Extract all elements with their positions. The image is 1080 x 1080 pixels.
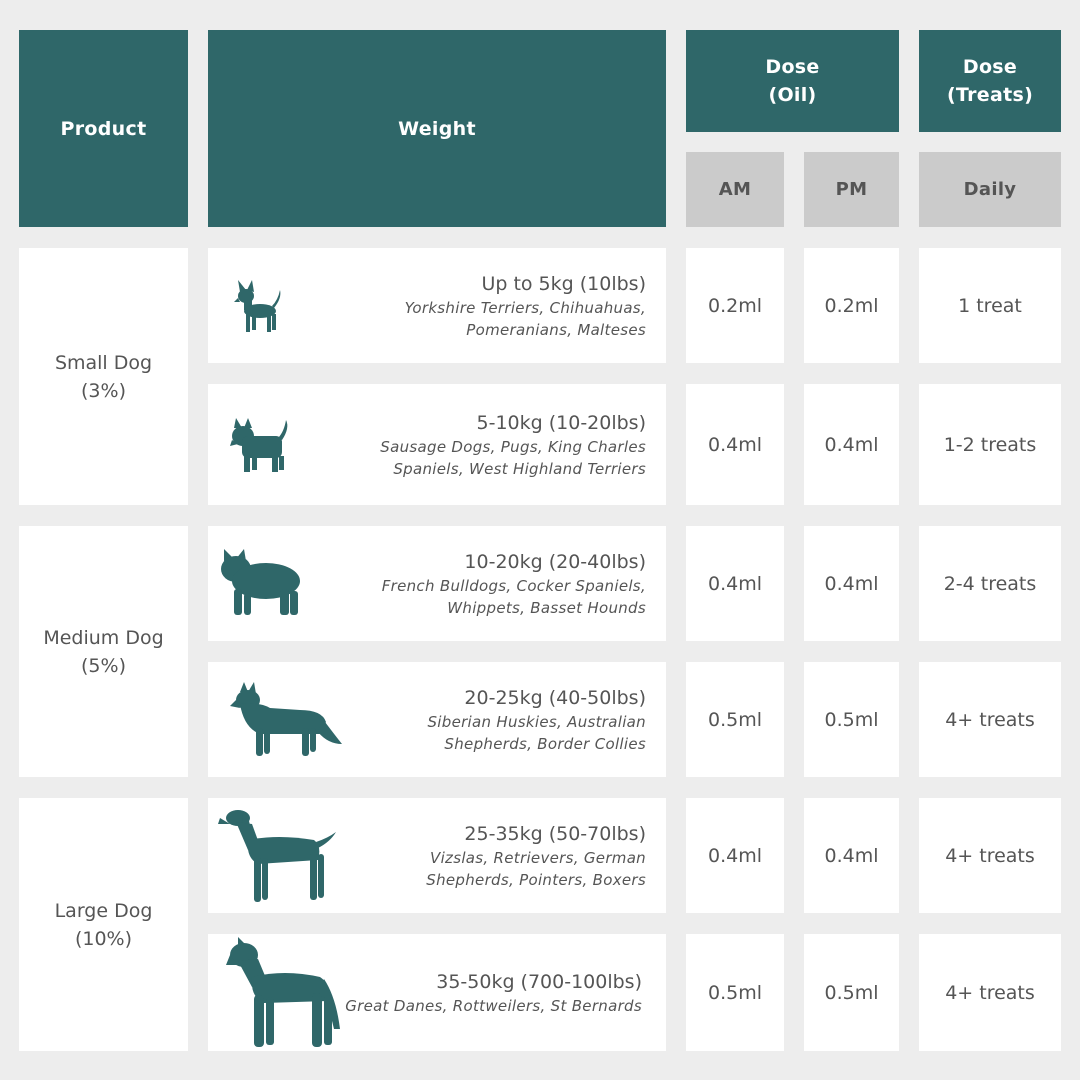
header-dose-treats-line1: Dose xyxy=(962,56,1018,78)
weight-range: 20-25kg (40-50lbs) xyxy=(464,686,646,709)
header-daily xyxy=(919,152,1061,227)
breeds-line: Siberian Huskies, Australian xyxy=(427,712,646,731)
header-weight xyxy=(208,30,666,227)
header-dose-oil-line1: Dose xyxy=(765,56,820,78)
treats-dose xyxy=(919,798,1061,913)
collie-icon xyxy=(230,662,342,777)
pm-dose-value: 0.4ml xyxy=(824,572,879,595)
am-dose xyxy=(686,384,784,505)
breeds-line: Shepherds, Pointers, Boxers xyxy=(426,870,646,889)
weight-cell xyxy=(208,384,666,505)
pm-dose xyxy=(804,798,899,913)
treats-dose xyxy=(919,934,1061,1051)
product-name: Medium Dog xyxy=(43,626,164,649)
treats-dose xyxy=(919,526,1061,641)
breeds-line: Great Danes, Rottweilers, St Bernards xyxy=(345,996,642,1015)
header-dose-treats xyxy=(919,30,1061,132)
product-percent: (3%) xyxy=(81,379,126,402)
weight-range: 35-50kg (700-100lbs) xyxy=(436,970,642,993)
pm-dose-value: 0.5ml xyxy=(824,981,879,1004)
pm-dose xyxy=(804,662,899,777)
mastiff-icon xyxy=(224,934,344,1051)
am-dose xyxy=(686,248,784,363)
weight-cell xyxy=(208,248,666,363)
product-percent: (10%) xyxy=(74,927,133,950)
pm-dose xyxy=(804,248,899,363)
weight-cell xyxy=(208,662,666,777)
pm-dose-value: 0.2ml xyxy=(824,294,879,317)
am-dose-value: 0.4ml xyxy=(707,844,762,867)
treats-dose-value: 1-2 treats xyxy=(943,433,1037,456)
header-weight-label: Weight xyxy=(398,117,476,140)
product-small-dog xyxy=(19,248,188,505)
product-large-dog xyxy=(19,798,188,1051)
am-dose xyxy=(686,526,784,641)
product-name: Small Dog xyxy=(54,351,153,374)
treats-dose-value: 4+ treats xyxy=(945,844,1035,867)
am-dose xyxy=(686,934,784,1051)
am-dose-value: 0.2ml xyxy=(707,294,762,317)
treats-dose-value: 2-4 treats xyxy=(943,572,1037,595)
am-dose-value: 0.4ml xyxy=(707,433,762,456)
weight-range: Up to 5kg (10lbs) xyxy=(481,272,646,295)
pm-dose-value: 0.4ml xyxy=(824,433,879,456)
pm-dose xyxy=(804,934,899,1051)
am-dose-value: 0.5ml xyxy=(707,708,762,731)
weight-range: 25-35kg (50-70lbs) xyxy=(464,822,646,845)
weight-cell xyxy=(208,526,666,641)
am-dose xyxy=(686,662,784,777)
am-dose xyxy=(686,798,784,913)
breeds-line: Shepherds, Border Collies xyxy=(444,734,646,753)
pointer-icon xyxy=(218,798,338,913)
product-medium-dog xyxy=(19,526,188,777)
am-dose-value: 0.4ml xyxy=(707,572,762,595)
pm-dose xyxy=(804,526,899,641)
treats-dose xyxy=(919,248,1061,363)
weight-range: 5-10kg (10-20lbs) xyxy=(476,411,646,434)
header-product-label: Product xyxy=(60,117,147,140)
weight-range: 10-20kg (20-40lbs) xyxy=(464,550,646,573)
treats-dose-value: 1 treat xyxy=(958,294,1022,317)
breeds-line: Spaniels, West Highland Terriers xyxy=(393,459,646,478)
header-am xyxy=(686,152,784,227)
french-bulldog-icon xyxy=(220,526,304,641)
product-name: Large Dog xyxy=(54,899,153,922)
terrier-icon xyxy=(230,384,292,505)
chihuahua-icon xyxy=(234,248,284,363)
weight-cell xyxy=(208,798,666,913)
breeds-line: Whippets, Basset Hounds xyxy=(447,598,646,617)
header-product xyxy=(19,30,188,227)
header-daily-label: Daily xyxy=(963,179,1017,200)
treats-dose-value: 4+ treats xyxy=(945,981,1035,1004)
header-am-label: AM xyxy=(718,179,752,200)
pm-dose-value: 0.5ml xyxy=(824,708,879,731)
header-dose-treats-line2: (Treats) xyxy=(946,84,1034,106)
product-percent: (5%) xyxy=(81,654,126,677)
breeds-line: Pomeranians, Malteses xyxy=(466,320,646,339)
header-pm-label: PM xyxy=(835,179,868,200)
header-dose-oil-line2: (Oil) xyxy=(768,84,817,106)
breeds-line: Vizslas, Retrievers, German xyxy=(430,848,646,867)
pm-dose xyxy=(804,384,899,505)
breeds-line: French Bulldogs, Cocker Spaniels, xyxy=(381,576,646,595)
treats-dose xyxy=(919,662,1061,777)
breeds-line: Yorkshire Terriers, Chihuahuas, xyxy=(404,298,646,317)
header-dose-oil xyxy=(686,30,899,132)
weight-cell xyxy=(208,934,666,1051)
pm-dose-value: 0.4ml xyxy=(824,844,879,867)
header-pm xyxy=(804,152,899,227)
breeds-line: Sausage Dogs, Pugs, King Charles xyxy=(380,437,646,456)
treats-dose-value: 4+ treats xyxy=(945,708,1035,731)
treats-dose xyxy=(919,384,1061,505)
am-dose-value: 0.5ml xyxy=(707,981,762,1004)
